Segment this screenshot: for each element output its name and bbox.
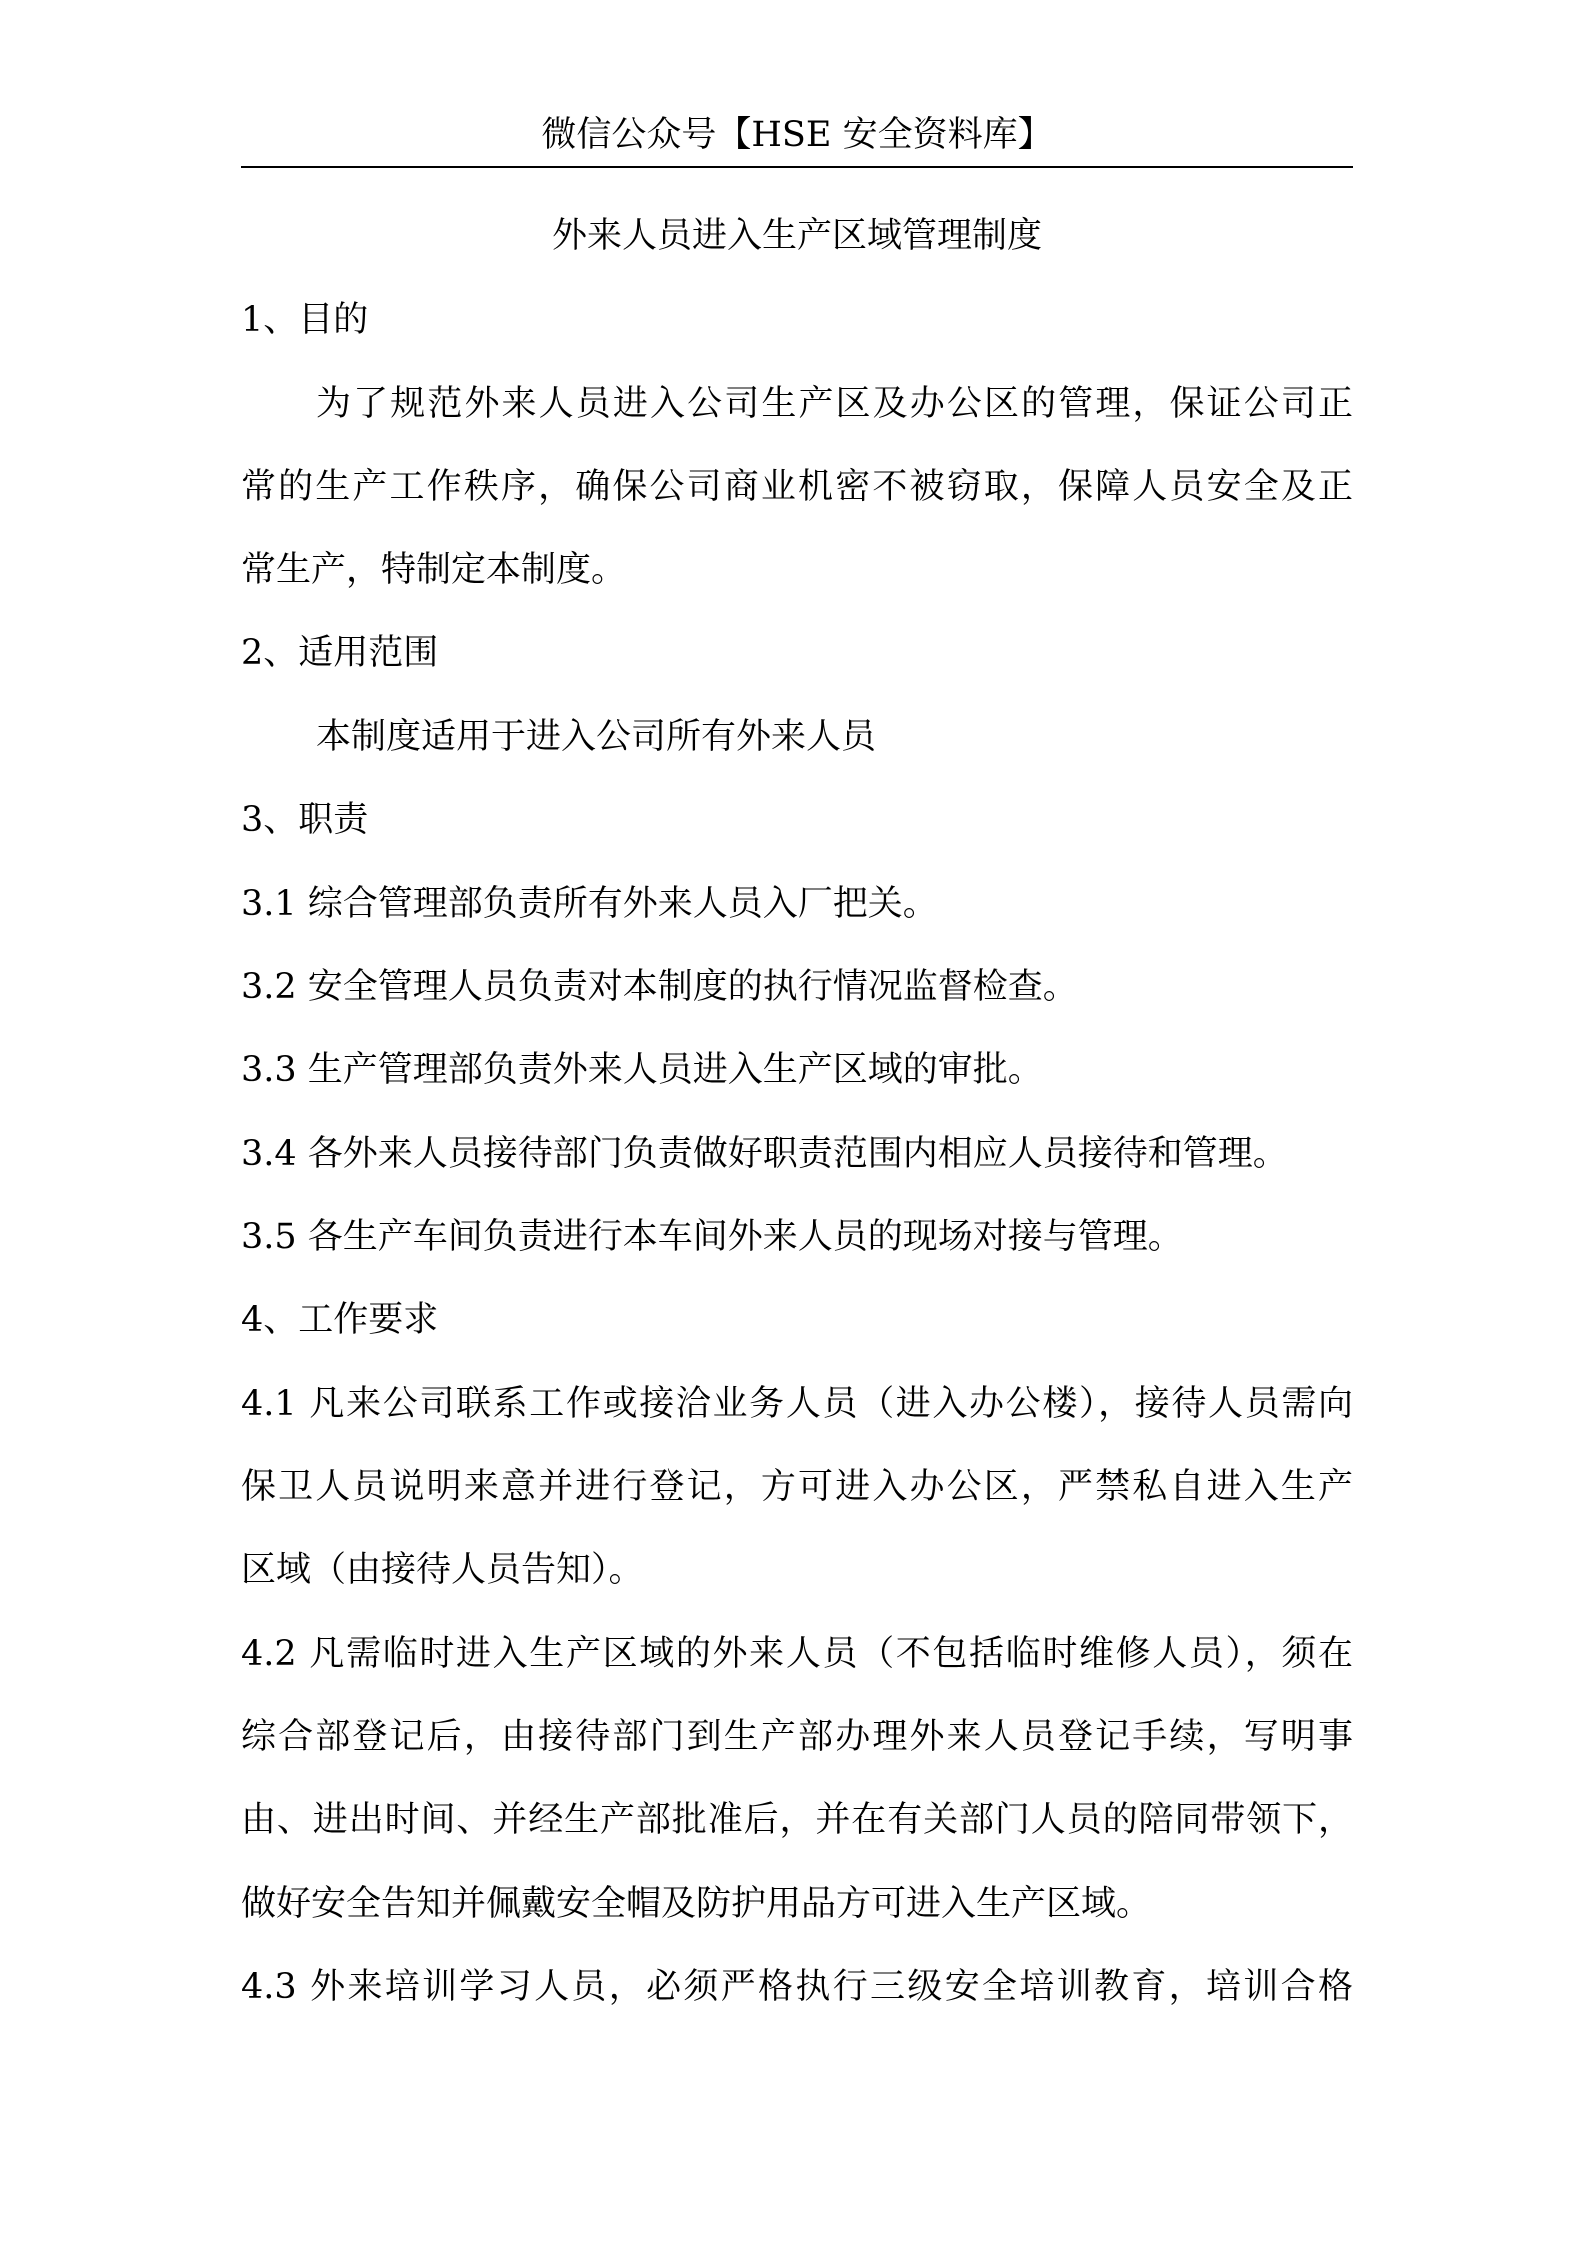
paragraph-line: 4.1 凡来公司联系工作或接洽业务人员（进入办公楼），接待人员需向 xyxy=(241,1384,1353,1424)
document-title: 外来人员进入生产区域管理制度 xyxy=(551,216,1042,256)
paragraph-line: 综合部登记后，由接待部门到生产部办理外来人员登记手续，写明事 xyxy=(241,1717,1353,1757)
paragraph-line: 为了规范外来人员进入公司生产区及办公区的管理，保证公司正 xyxy=(316,384,1353,424)
list-item: 3.4 各外来人员接待部门负责做好职责范围内相应人员接待和管理。 xyxy=(241,1134,1288,1174)
paragraph-line: 4.2 凡需临时进入生产区域的外来人员（不包括临时维修人员），须在 xyxy=(241,1634,1353,1674)
paragraph-line: 区域（由接待人员告知）。 xyxy=(241,1550,644,1590)
paragraph-line: 保卫人员说明来意并进行登记，方可进入办公区，严禁私自进入生产 xyxy=(241,1467,1353,1507)
list-item: 3.5 各生产车间负责进行本车间外来人员的现场对接与管理。 xyxy=(241,1217,1183,1257)
section-heading-requirements: 4、工作要求 xyxy=(241,1300,439,1340)
paragraph-line: 4.3 外来培训学习人员，必须严格执行三级安全培训教育，培训合格 xyxy=(241,1967,1353,2007)
list-item: 3.1 综合管理部负责所有外来人员入厂把关。 xyxy=(241,884,938,924)
section-heading-duties: 3、职责 xyxy=(241,800,369,840)
section-heading-scope: 2、适用范围 xyxy=(241,633,439,673)
list-item: 3.2 安全管理人员负责对本制度的执行情况监督检查。 xyxy=(241,967,1078,1007)
paragraph-line: 常生产，特制定本制度。 xyxy=(241,550,627,590)
page-header: 微信公众号【HSE 安全资料库】 xyxy=(541,115,1053,155)
list-item: 3.3 生产管理部负责外来人员进入生产区域的审批。 xyxy=(241,1050,1043,1090)
paragraph-line: 做好安全告知并佩戴安全帽及防护用品方可进入生产区域。 xyxy=(241,1884,1152,1924)
section-heading-purpose: 1、目的 xyxy=(241,300,369,340)
header-divider xyxy=(241,166,1353,168)
paragraph-line: 由、进出时间、并经生产部批准后，并在有关部门人员的陪同带领下， xyxy=(241,1800,1353,1840)
paragraph-line: 常的生产工作秩序，确保公司商业机密不被窃取，保障人员安全及正 xyxy=(241,467,1353,507)
paragraph-line: 本制度适用于进入公司所有外来人员 xyxy=(316,717,877,757)
